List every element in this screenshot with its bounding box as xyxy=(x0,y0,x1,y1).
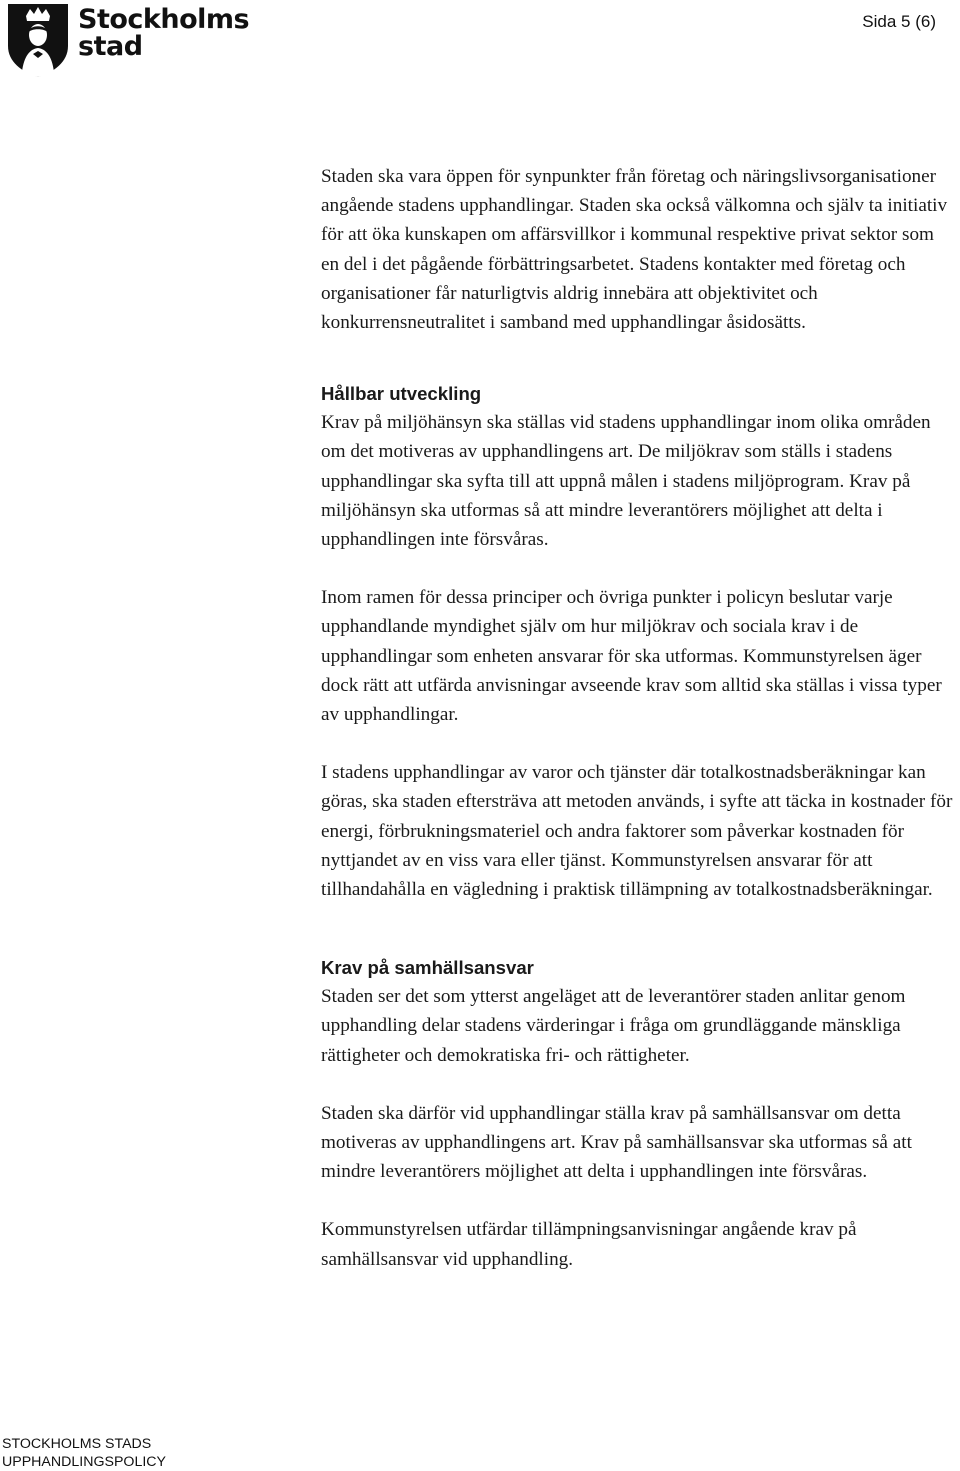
logo-wordmark xyxy=(78,6,249,60)
paragraph-7: Kommunstyrelsen utfärdar tillämpningsanvisningar angående krav på samhällsansvar vid upphandling. xyxy=(321,1219,857,1270)
paragraph-6: Staden ska därför vid upphandlingar ställa krav på samhällsansvar om detta motiveras av upphandlingens art. Krav på samhällsansvar ska utformas så att mindre leverantörers möjlighet att delta i upphandlingen inte försvåras. xyxy=(321,1102,912,1183)
paragraph-2: Krav på miljöhänsyn ska ställas vid stadens upphandlingar inom olika områden om det motiveras av upphandlingens art. De miljökrav som ställs i stadens upphandlingar ska syfta till att uppnå målen i stadens miljöprogram. Krav på miljöhänsyn ska utformas så att mindre leverantörers möjlighet att delta i upphandlingen inte försvåras. xyxy=(321,412,931,551)
footer-document-title xyxy=(2,1435,166,1471)
crest-icon xyxy=(6,2,70,78)
page-number: Sida 5 (6) xyxy=(862,12,936,31)
logo-line-1: Stockholms xyxy=(78,4,250,35)
document-body xyxy=(321,162,955,1274)
heading-hallbar-utveckling: Hållbar utveckling xyxy=(321,383,482,405)
footer-line-1: STOCKHOLMS STADS xyxy=(2,1436,152,1452)
heading-krav-pa-samhallsansvar: Krav på samhällsansvar xyxy=(321,957,534,979)
paragraph-4: I stadens upphandlingar av varor och tjänster där totalkostnadsberäkningar kan göras, ska staden eftersträva att metoden används, i syfte att täcka in kostnader för energi, förbrukningsmateriel och andra faktorer som påverkar kostnaden för nyttjandet av en viss vara eller tjänst. Kommunstyrelsen ansvarar för att tillhandahålla en vägledning i praktisk tillämpning av totalkostnadsberäkningar. xyxy=(321,762,953,901)
stockholm-logo xyxy=(6,2,249,78)
footer-line-2: UPPHANDLINGSPOLICY xyxy=(2,1454,166,1470)
paragraph-3: Inom ramen för dessa principer och övriga punkter i policyn beslutar varje upphandlande myndighet själv om hur miljökrav och sociala krav i de upphandlingar som enheten ansvarar för ska utformas. Kommunstyrelsen äger dock rätt att utfärda anvisningar avseende krav som alltid ska ställas i vissa typer av upphandlingar. xyxy=(321,587,942,726)
paragraph-1: Staden ska vara öppen för synpunkter från företag och näringslivsorganisationer angående stadens upphandlingar. Staden ska också välkomna och själv ta initiativ för att öka kunskapen om affärsvillkor i kommunal respektive privat sektor som en del i det pågående förbättringsarbetet. Stadens kontakter med företag och organisationer får naturligtvis aldrig innebära att objektivitet och konkurrensneutralitet i samband med upphandlingar åsidosätts. xyxy=(321,166,948,334)
logo-line-2: stad xyxy=(78,31,143,62)
paragraph-5: Staden ser det som ytterst angeläget att de leverantörer staden anlitar genom upphandling delar stadens värderingar i fråga om grundläggande mänskliga rättigheter och demokratiska fri- och rättigheter. xyxy=(321,986,906,1066)
